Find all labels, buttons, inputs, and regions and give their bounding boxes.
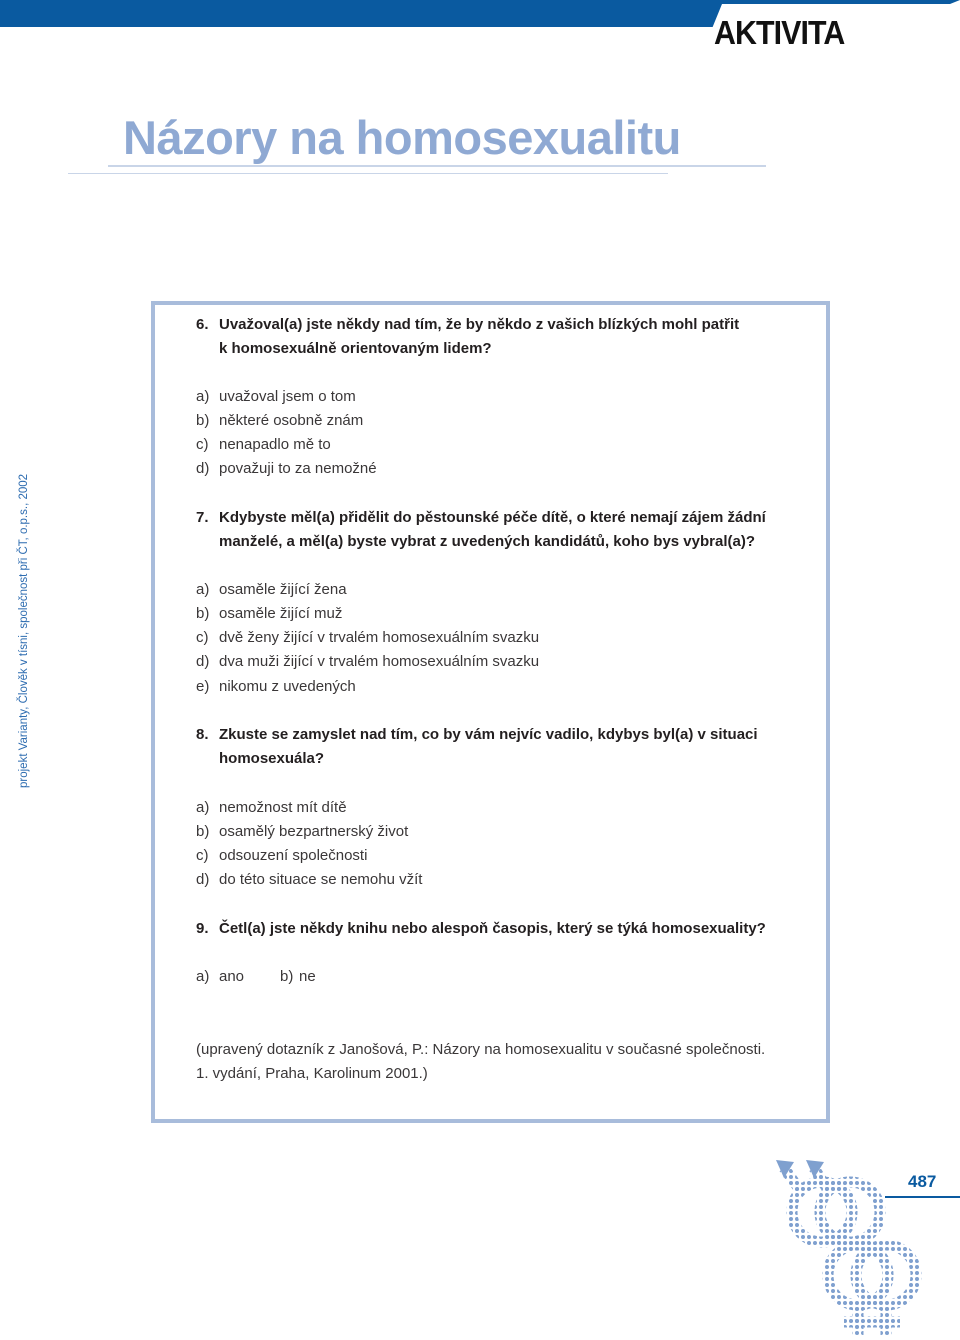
answer-letter: a): [196, 799, 210, 816]
answer-letter: b): [196, 412, 210, 429]
answer-letter: d): [196, 460, 210, 477]
answer-letter: a): [196, 581, 210, 598]
question-text: Uvažoval(a) jste někdy nad tím, že by někdo z vašich blízkých mohl patřit: [219, 316, 740, 333]
answer-text: ne: [299, 968, 316, 985]
source-note: (upravený dotazník z Janošová, P.: Názory na homosexualitu v současné společnosti.: [196, 1041, 766, 1058]
title-underline-secondary: [68, 173, 668, 174]
source-note: 1. vydání, Praha, Karolinum 2001.): [196, 1065, 428, 1082]
answer-letter: b): [196, 823, 210, 840]
question-text: Kdybyste měl(a) přidělit do pěstounské péče dítě, o které nemají zájem žádní: [219, 509, 766, 526]
page-number: 487: [908, 1172, 937, 1191]
question-text: homosexuála?: [219, 750, 325, 767]
answer-letter: d): [196, 653, 210, 670]
answer-letter: b): [280, 968, 294, 985]
question-number: 7.: [196, 509, 209, 526]
question-text: k homosexuálně orientovaným lidem?: [219, 340, 492, 357]
answer-text: nenapadlo mě to: [219, 436, 331, 453]
question-number: 6.: [196, 316, 209, 333]
answer-text: dvě ženy žijící v trvalém homosexuálním svazku: [219, 629, 540, 646]
answer-letter: b): [196, 605, 210, 622]
answer-text: nikomu z uvedených: [219, 678, 356, 695]
answer-letter: a): [196, 968, 210, 985]
answer-text: dva muži žijící v trvalém homosexuálním svazku: [219, 653, 540, 670]
question-text: manželé, a měl(a) byste vybrat z uvedených kandidátů, koho bys vybral(a)?: [219, 533, 756, 550]
question-number: 9.: [196, 920, 209, 937]
question-number: 8.: [196, 726, 209, 743]
answer-text: ano: [219, 968, 245, 985]
answer-text: odsouzení společnosti: [219, 847, 368, 864]
answer-text: osamělý bezpartnerský život: [219, 823, 409, 840]
answer-text: nemožnost mít dítě: [219, 799, 347, 816]
answer-letter: e): [196, 678, 210, 695]
question-text: Zkuste se zamyslet nad tím, co by vám nejvíc vadilo, kdybys byl(a) v situaci: [219, 726, 758, 743]
answer-letter: c): [196, 847, 209, 864]
activity-label: AKTIVITA: [714, 14, 845, 51]
gender-symbols-icon: [770, 1150, 930, 1340]
side-credit: projekt Varianty, Člověk v tísni, společnost při ČT, o.p.s., 2002: [18, 473, 30, 788]
title-underline: [108, 165, 766, 167]
answer-text: považuji to za nemožné: [219, 460, 377, 477]
answer-letter: a): [196, 388, 210, 405]
question-text: Četl(a) jste někdy knihu nebo alespoň časopis, který se týká homosexuality?: [219, 920, 766, 937]
answer-letter: c): [196, 436, 209, 453]
answer-text: osaměle žijící muž: [219, 605, 343, 622]
answer-text: osaměle žijící žena: [219, 581, 347, 598]
answer-letter: c): [196, 629, 209, 646]
page-title: Názory na homosexualitu: [123, 111, 681, 164]
answer-text: do této situace se nemohu vžít: [219, 871, 423, 888]
answer-letter: d): [196, 871, 210, 888]
answer-text: uvažoval jsem o tom: [219, 388, 356, 405]
answer-text: některé osobně znám: [219, 412, 364, 429]
